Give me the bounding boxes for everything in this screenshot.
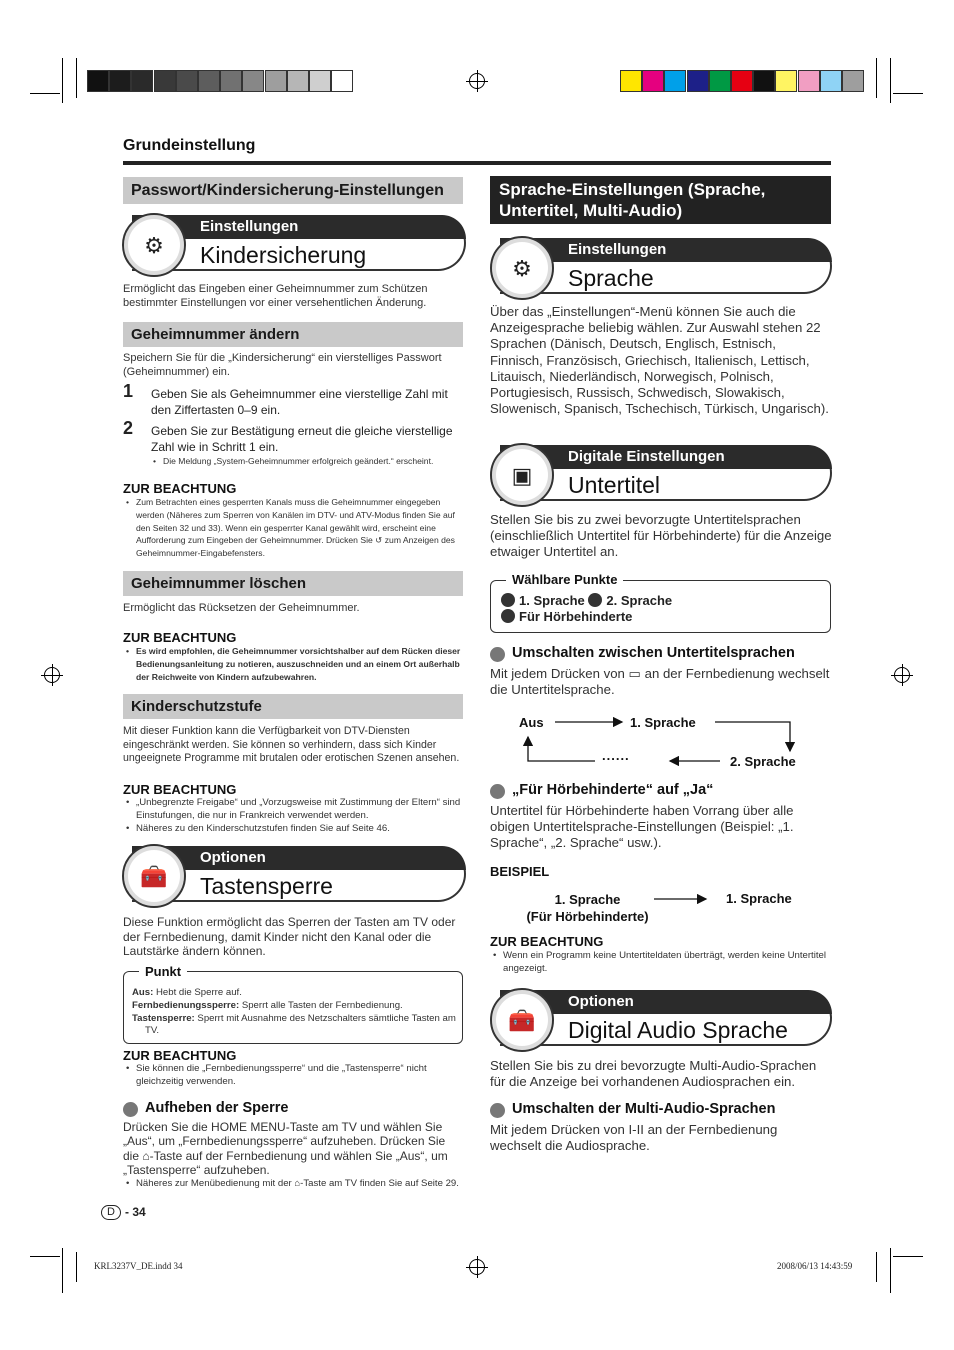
aendern-description: Speichern Sie für die „Kindersicherung“ ein vierstelliges Passwort (Geheimnummer) ein. [123,352,442,378]
kinder-description: Ermöglicht das Eingeben einer Geheimnummer zum Schützen bestimmter Einstellungen vor einer versehentlichen Änderung. [123,283,428,309]
color-swatch [87,70,109,92]
page-number: - 34 [125,1205,146,1219]
color-swatch [131,70,153,92]
crop-mark [62,1248,63,1293]
footer-filename: KRL3237V_DE.indd 34 [94,1261,183,1271]
section-kindersicherung [122,215,466,275]
step-1: 1 Geben Sie als Geheimnummer eine vierstellige Zahl mit den Ziffertasten 0–9 ein. [123,381,448,417]
flow-dots: ...... [602,748,630,763]
category-label: Einstellungen [132,215,466,239]
color-swatch [775,70,797,92]
punkt-box-content: Aus: Hebt die Sperre auf. Fernbedienungssperre: Sperrt alle Tasten der Fernbedienung. Tastensperre: Sperrt mit Ausnahme des Netzschalters sämtliche Tasten am TV. [132,987,456,1037]
color-swatch [109,70,131,92]
step-2: 2 Geben Sie zur Bestätigung erneut die gleiche vierstellige Zahl wie in Schritt 1 ein. [123,418,453,454]
color-swatch [265,70,287,92]
color-swatch [842,70,864,92]
crop-mark [876,58,877,98]
color-swatch [664,70,686,92]
stufe-description: Mit dieser Funktion kann die Verfügbarkeit von DTV-Diensten eingeschränkt werden. Sie können so verhindern, dass sich Kinder ungeeignete Programme mit brutalen oder erotischen Szenen ansehen. [123,725,460,764]
example-arrow [650,892,712,906]
registration-mark-icon [894,667,910,683]
section-untertitel [490,445,832,505]
note-heading: ZUR BEACHTUNG [123,630,237,645]
note-bullet: • „Unbegrenzte Freigabe“ und „Vorzugsweise mit Zustimmung der Eltern“ sind Einstufungen, die nur in Frankreich verwendet werden. [123,797,463,823]
note-bullet: • Näheres zur Menübedienung mit der ⌂-Taste am TV finden Sie auf Seite 29. [123,1178,463,1191]
note-heading: ZUR BEACHTUNG [123,481,237,496]
tasten-description: Diese Funktion ermöglicht das Sperren der Tasten am TV oder der Fernbedienung, damit Kinder nicht den Kanal oder die Lautstärke ändern können. [123,915,456,958]
box-label: Punkt [139,964,187,979]
color-swatch [620,70,642,92]
subsection-kinderschutzstufe: Kinderschutzstufe [123,694,463,719]
crop-mark [890,58,891,103]
color-swatch [709,70,731,92]
color-swatch [798,70,820,92]
crop-mark [30,1256,60,1257]
umschalten-description: Mit jedem Drücken von ▭ an der Fernbedienung wechselt die Untertitelsprache. [490,666,830,698]
flow-aus: Aus [519,715,544,730]
color-swatch [154,70,176,92]
note-heading: ZUR BEACHTUNG [123,782,237,797]
category-label: Optionen [500,990,832,1014]
settings-icon: ⚙ [490,236,554,300]
crop-mark [76,58,77,98]
color-swatch [642,70,664,92]
loeschen-description: Ermöglicht das Rücksetzen der Geheimnummer. [123,602,360,614]
flow-arrows [510,705,810,775]
color-swatch [731,70,753,92]
settings-icon: ⚙ [122,213,186,277]
crop-mark [893,93,923,94]
digital-icon: ▣ [490,443,554,507]
subheading-umschalten-audio: Umschalten der Multi-Audio-Sprachen [490,1101,775,1117]
section-tastensperre [122,846,466,906]
flow-sprache-2: 2. Sprache [730,754,796,769]
color-swatch [687,70,709,92]
color-swatch [309,70,331,92]
color-swatch [242,70,264,92]
hoerbehinderte-description: Untertitel für Hörbehinderte haben Vorrang über alle obigen Untertitelsprache-Einstellungen (Beispiel: „1. Sprache“, „2. Sprache“ usw.). [490,803,794,851]
section-band-sprache: Sprache-Einstellungen (Sprache, Untertitel, Multi-Audio) [490,176,831,224]
color-swatch [176,70,198,92]
aufheben-description: Drücken Sie die HOME MENU-Taste am TV und wählen Sie „Aus“, um „Fernbedienungssperre“ aufzuheben. Drücken Sie die ⌂-Taste auf der Fernbedienung und wählen Sie „Aus“, um „Tastensperre“ aufzuheben. [123,1120,448,1177]
note-bullet: • Zum Betrachten eines gesperrten Kanals muss die Geheimnummer eingegeben werden (Näheres zum Sperren von Kanälen im DTV- und ATV-Modus finden Sie auf den Seiten 32 und 33). Wenn ein gesperrter Kanal gewählt wird, erscheint eine Aufforderung zum Eingeben der Geheimnummer. Drücken Sie ↺ zum Anzeigen des Geheimnummer-Eingabefensters. [123,496,463,560]
example-right: 1. Sprache [726,891,792,906]
section-band-passwort: Passwort/Kindersicherung-Einstellungen [123,177,463,204]
registration-mark-icon [44,667,60,683]
language-badge: D [101,1205,121,1220]
crop-mark [876,1252,877,1282]
color-swatch [753,70,775,92]
section-title: Untertitel [568,472,661,498]
subheading-umschalten-untertitel: Umschalten zwischen Untertitelsprachen [490,645,795,661]
crop-mark [890,1248,891,1293]
color-swatch [198,70,220,92]
audio-description: Stellen Sie bis zu drei bevorzugte Multi-Audio-Sprachen für die Anzeige bei vorhandenen Audiosprachen ein. [490,1058,817,1090]
crop-mark [62,58,63,103]
section-title: Digital Audio Sprache [568,1017,788,1043]
note-bullet: • Sie können die „Fernbedienungssperre“ und die „Tastensperre“ nicht gleichzeitig verwenden. [123,1063,463,1089]
category-label: Optionen [132,846,466,870]
category-label: Einstellungen [500,238,832,262]
section-title: Kindersicherung [200,242,367,268]
untertitel-description: Stellen Sie bis zu zwei bevorzugte Untertitelsprachen (einschließlich Untertitel für Hörbehinderte) für die Anzeige etwaiger Untertitel an. [490,512,832,560]
crop-mark [30,93,60,94]
subsection-geheimnummer-aendern: Geheimnummer ändern [123,322,463,347]
note-bullet: • Wenn ein Programm keine Untertiteldaten überträgt, werden keine Untertitel angezeigt. [490,950,832,976]
toolbox-icon: 🧰 [490,988,554,1052]
flow-sprache-1: 1. Sprache [630,715,696,730]
note-heading: ZUR BEACHTUNG [490,934,604,949]
sprache-description: Über das „Einstellungen“-Menü können Sie auch die Anzeigesprache beliebig wählen. Zur Auswahl stehen 22 Sprachen (Dänisch, Deutsch, Englisch, Estnisch, Finnisch, Französisch, Griechisch, Italienisch, Lettisch, Litauisch, Niederländisch, Norwegisch, Polnisch, Portugiesisch, Russisch, Schwedisch, Slowakisch, Slowenisch, Spanisch, Tschechisch, Türkisch, Ungarisch). [490,304,829,417]
section-title: Sprache [568,265,654,291]
crop-mark [893,1256,923,1257]
crop-mark [76,1252,77,1282]
color-swatch [287,70,309,92]
category-label: Digitale Einstellungen [500,445,832,469]
step-2-bullet: • Die Meldung „System-Geheimnummer erfolgreich geändert.“ erscheint. [150,455,470,468]
color-swatch [820,70,842,92]
color-swatch [220,70,242,92]
section-digital-audio [490,990,832,1050]
subsection-geheimnummer-loeschen: Geheimnummer löschen [123,571,463,596]
registration-mark-icon [469,1259,485,1275]
audio-umschalten-description: Mit jedem Drücken von I-II an der Fernbedienung wechselt die Audiosprache. [490,1122,778,1154]
note-heading: ZUR BEACHTUNG [123,1048,237,1063]
section-sprache [490,238,832,298]
toolbox-icon: 🧰 [122,844,186,908]
footer-date: 2008/06/13 14:43:59 [777,1261,853,1271]
color-swatch [331,70,353,92]
box-label: Wählbare Punkte [506,572,623,587]
subheading-aufheben: Aufheben der Sperre [123,1100,288,1116]
example-left: 1. Sprache (Für Hörbehinderte) [526,892,649,924]
page-section-header: Grundeinstellung [123,137,256,154]
header-rule [123,161,831,165]
note-bullet: • Es wird empfohlen, die Geheimnummer vorsichtshalber auf dem Rücken dieser Bedienungsanleitung zu notieren, auszuschneiden und an einem Ort außerhalb der Reichweite von Kindern aufzubewahren. [123,645,463,683]
registration-mark-icon [469,73,485,89]
subheading-hoerbehinderte: „Für Hörbehinderte“ auf „Ja“ [490,782,713,798]
box-items: 1. Sprache 2. Sprache Für Hörbehinderte [501,593,672,625]
beispiel-heading: BEISPIEL [490,864,550,879]
section-title: Tastensperre [200,873,333,899]
note-bullet: • Näheres zu den Kinderschutzstufen finden Sie auf Seite 46. [123,823,463,836]
